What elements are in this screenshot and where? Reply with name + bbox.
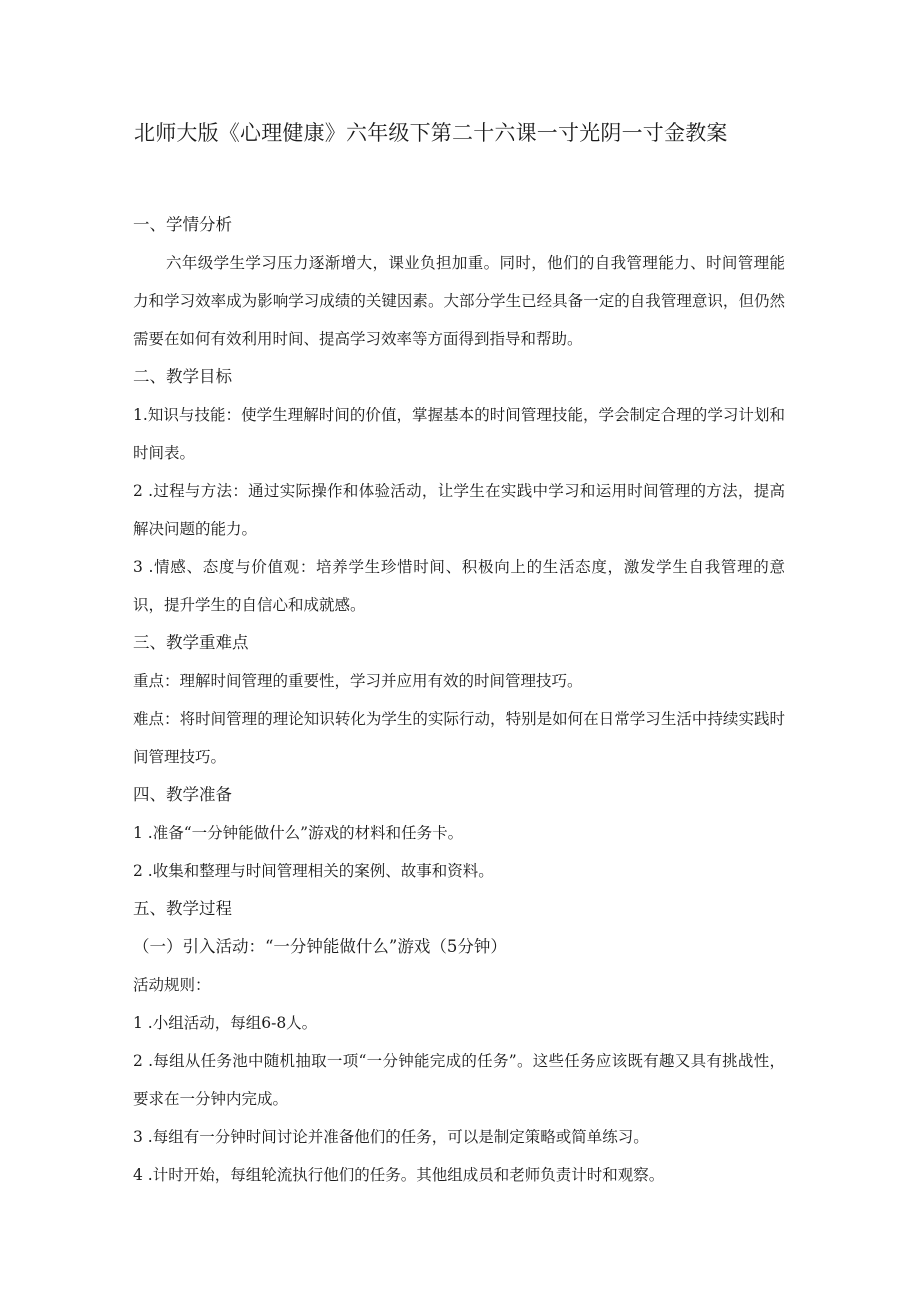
activity-title: （一）引入活动：“一分钟能做什么”游戏（5分钟） (133, 937, 507, 956)
difficult-point-text: 难点：将时间管理的理论知识转化为学生的实际行动，特别是如何在日常学习生活中持续实践时间管理技巧。 (133, 710, 785, 766)
preparation-item-cases: 2 .收集和整理与时间管理相关的案例、故事和资料。 (133, 862, 494, 880)
section-heading-teaching-process: 五、教学过程 (133, 899, 232, 918)
section-heading-key-difficult-points: 三、教学重难点 (133, 633, 249, 652)
section-heading-teaching-goals: 二、教学目标 (133, 367, 232, 386)
activity-rules-label: 活动规则： (133, 976, 211, 994)
key-point-text: 重点：理解时间管理的重要性，学习并应用有效的时间管理技巧。 (133, 672, 583, 690)
goal-item-process: 2 .过程与方法：通过实际操作和体验活动，让学生在实践中学习和运用时间管理的方法，提高解决问题的能力。 (133, 482, 785, 538)
goal-item-attitude: 3 .情感、态度与价值观：培养学生珍惜时间、积极向上的生活态度，激发学生自我管理的意识，提升学生的自信心和成就感。 (133, 558, 785, 614)
section-heading-learning-analysis: 一、学情分析 (133, 215, 232, 234)
section-heading-preparation: 四、教学准备 (133, 785, 232, 804)
preparation-item-materials: 1 .准备“一分钟能做什么”游戏的材料和任务卡。 (133, 824, 464, 842)
goal-item-knowledge: 1.知识与技能：使学生理解时间的价值，掌握基本的时间管理技能，学会制定合理的学习计划和时间表。 (133, 406, 785, 462)
document-title: 北师大版《心理健康》六年级下第二十六课一寸光阴一寸金教案 (134, 121, 728, 145)
document-body (133, 206, 785, 1194)
learning-analysis-paragraph: 六年级学生学习压力逐渐增大，课业负担加重。同时，他们的自我管理能力、时间管理能力和学习效率成为影响学习成绩的关键因素。大部分学生已经具备一定的自我管理意识，但仍然需要在如何有效利用时间、提高学习效率等方面得到指导和帮助。 (133, 254, 785, 348)
activity-rule-item: 1 .小组活动，每组6-8人。 (133, 1014, 318, 1032)
activity-rule-item: 3 .每组有一分钟时间讨论并准备他们的任务，可以是制定策略或简单练习。 (133, 1128, 649, 1146)
activity-rule-item: 4 .计时开始，每组轮流执行他们的任务。其他组成员和老师负责计时和观察。 (133, 1166, 665, 1184)
activity-rule-item: 2 .每组从任务池中随机抽取一项“一分钟能完成的任务”。这些任务应该既有趣又具有挑战性，要求在一分钟内完成。 (133, 1052, 785, 1108)
